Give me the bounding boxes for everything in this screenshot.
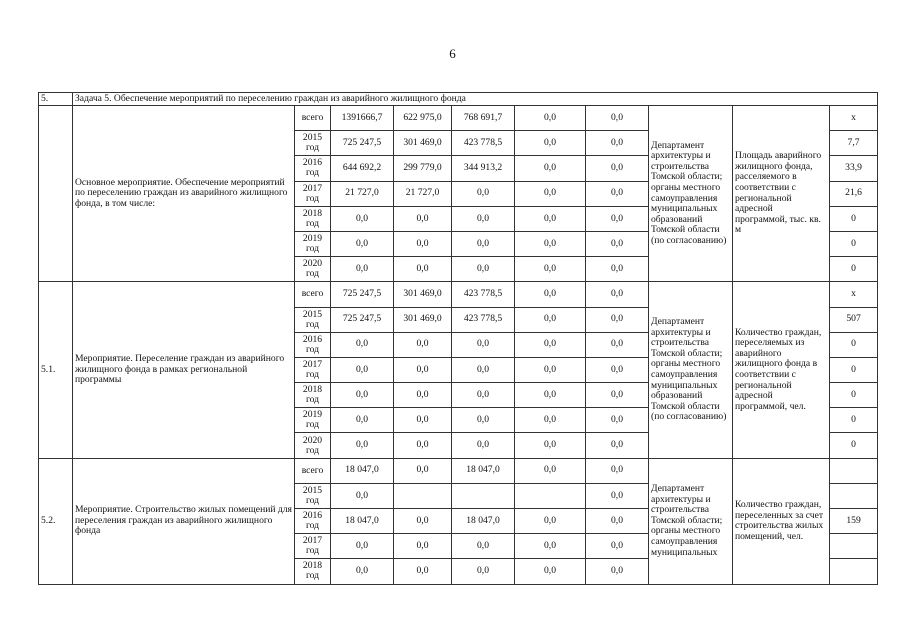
value-cell: 0,0 [515, 307, 586, 332]
value-cell: 0,0 [586, 257, 649, 282]
value-cell: 21 727,0 [394, 181, 452, 206]
value-cell: 18 047,0 [452, 458, 515, 483]
value-cell: 0,0 [394, 332, 452, 357]
responsible-department: Департамент архитектуры и строительства Томской области; органы местного самоуправления муниципальных образований Томской области (по согласованию) [649, 106, 733, 282]
value-cell: 0,0 [586, 559, 649, 584]
value-cell: 0,0 [394, 357, 452, 382]
value-cell [452, 483, 515, 508]
value-cell: 0,0 [452, 433, 515, 458]
table-row [39, 458, 878, 483]
indicator-value [830, 534, 878, 559]
year-cell: всего [295, 282, 331, 307]
value-cell: 725 247,5 [331, 131, 394, 156]
task-number: 5. [39, 93, 73, 106]
value-cell: 0,0 [331, 332, 394, 357]
value-cell: 0,0 [331, 433, 394, 458]
year-cell: 2019 год [295, 231, 331, 256]
value-cell: 0,0 [394, 231, 452, 256]
value-cell: 423 778,5 [452, 131, 515, 156]
value-cell: 0,0 [452, 206, 515, 231]
value-cell: 21 727,0 [331, 181, 394, 206]
indicator-value: 0 [830, 257, 878, 282]
indicator-value [830, 483, 878, 508]
indicator-value: 0 [830, 433, 878, 458]
value-cell: 0,0 [331, 559, 394, 584]
year-cell: 2016 год [295, 509, 331, 534]
value-cell: 0,0 [586, 156, 649, 181]
value-cell: 0,0 [515, 509, 586, 534]
value-cell: 0,0 [452, 357, 515, 382]
indicator-name: Площадь аварийного жилищного фонда, расселяемого в соответствии с региональной адресной программой, тыс. кв. м [733, 106, 830, 282]
value-cell: 0,0 [331, 357, 394, 382]
year-cell: 2015 год [295, 483, 331, 508]
value-cell: 0,0 [452, 383, 515, 408]
value-cell: 0,0 [394, 458, 452, 483]
value-cell: 0,0 [515, 433, 586, 458]
value-cell: 0,0 [452, 534, 515, 559]
value-cell [515, 483, 586, 508]
value-cell: 0,0 [586, 231, 649, 256]
indicator-value: 7,7 [830, 131, 878, 156]
indicator-value: 33,9 [830, 156, 878, 181]
activity-title: Мероприятие. Строительство жилых помещений для переселения граждан из аварийного жилищного фонда [73, 458, 295, 584]
year-cell: 2017 год [295, 181, 331, 206]
value-cell: 301 469,0 [394, 131, 452, 156]
value-cell: 644 692,2 [331, 156, 394, 181]
value-cell: 0,0 [515, 181, 586, 206]
value-cell: 0,0 [394, 257, 452, 282]
indicator-value: 0 [830, 332, 878, 357]
indicator-value [830, 458, 878, 483]
responsible-department: Департамент архитектуры и строительства Томской области; органы местного самоуправления муниципальных [649, 458, 733, 584]
value-cell: 0,0 [515, 559, 586, 584]
year-cell: 2017 год [295, 357, 331, 382]
value-cell: 0,0 [394, 408, 452, 433]
value-cell: 0,0 [394, 559, 452, 584]
value-cell: 1391666,7 [331, 106, 394, 131]
year-cell: 2020 год [295, 257, 331, 282]
value-cell: 0,0 [394, 509, 452, 534]
year-cell: 2017 год [295, 534, 331, 559]
value-cell: 423 778,5 [452, 307, 515, 332]
value-cell: 0,0 [586, 534, 649, 559]
value-cell: 0,0 [586, 131, 649, 156]
value-cell: 725 247,5 [331, 307, 394, 332]
value-cell: 0,0 [515, 357, 586, 382]
year-cell: 2015 год [295, 307, 331, 332]
page-number: 6 [449, 46, 456, 61]
value-cell: 0,0 [452, 559, 515, 584]
table-row [39, 282, 878, 307]
value-cell: 725 247,5 [331, 282, 394, 307]
task-row [39, 93, 878, 106]
year-cell: 2019 год [295, 408, 331, 433]
indicator-value: 21,6 [830, 181, 878, 206]
value-cell: 0,0 [452, 408, 515, 433]
year-cell: 2018 год [295, 206, 331, 231]
value-cell: 301 469,0 [394, 282, 452, 307]
year-cell: 2015 год [295, 131, 331, 156]
value-cell: 0,0 [394, 206, 452, 231]
year-cell: всего [295, 458, 331, 483]
value-cell: 0,0 [586, 483, 649, 508]
value-cell: 0,0 [515, 206, 586, 231]
indicator-value: 507 [830, 307, 878, 332]
responsible-department: Департамент архитектуры и строительства Томской области; органы местного самоуправления муниципальных образований Томской области (по согласованию) [649, 282, 733, 458]
year-cell: 2018 год [295, 559, 331, 584]
indicator-value: 159 [830, 509, 878, 534]
value-cell: 0,0 [452, 257, 515, 282]
value-cell: 299 779,0 [394, 156, 452, 181]
value-cell [394, 483, 452, 508]
value-cell: 0,0 [586, 181, 649, 206]
value-cell: 0,0 [452, 332, 515, 357]
row-number [39, 106, 73, 282]
value-cell: 0,0 [515, 231, 586, 256]
value-cell: 768 691,7 [452, 106, 515, 131]
value-cell: 0,0 [586, 282, 649, 307]
row-number: 5.1. [39, 282, 73, 458]
indicator-value [830, 559, 878, 584]
indicator-name: Количество граждан, переселенных за счет строительства жилых помещений, чел. [733, 458, 830, 584]
value-cell: 0,0 [452, 231, 515, 256]
value-cell: 0,0 [331, 534, 394, 559]
indicator-value: 0 [830, 383, 878, 408]
value-cell: 0,0 [586, 408, 649, 433]
indicator-value: 0 [830, 408, 878, 433]
year-cell: 2018 год [295, 383, 331, 408]
year-cell: всего [295, 106, 331, 131]
value-cell: 0,0 [331, 383, 394, 408]
value-cell: 0,0 [394, 383, 452, 408]
value-cell: 0,0 [515, 282, 586, 307]
indicator-name: Количество граждан, переселяемых из аварийного жилищного фонда в соответствии с региональной адресной программой, чел. [733, 282, 830, 458]
row-number: 5.2. [39, 458, 73, 584]
value-cell: 0,0 [331, 483, 394, 508]
task-title: Задача 5. Обеспечение мероприятий по переселению граждан из аварийного жилищного фонда [73, 93, 878, 106]
value-cell: 301 469,0 [394, 307, 452, 332]
value-cell: 0,0 [331, 408, 394, 433]
value-cell: 0,0 [586, 307, 649, 332]
activity-title: Мероприятие. Переселение граждан из аварийного жилищного фонда в рамках региональной программы [73, 282, 295, 458]
value-cell: 0,0 [586, 106, 649, 131]
year-cell: 2020 год [295, 433, 331, 458]
value-cell: 0,0 [515, 383, 586, 408]
value-cell: 18 047,0 [452, 509, 515, 534]
table-row [39, 106, 878, 131]
value-cell: 0,0 [586, 206, 649, 231]
value-cell: 0,0 [515, 156, 586, 181]
value-cell: 0,0 [515, 458, 586, 483]
year-cell: 2016 год [295, 332, 331, 357]
value-cell: 0,0 [452, 181, 515, 206]
value-cell: 423 778,5 [452, 282, 515, 307]
value-cell: 0,0 [331, 231, 394, 256]
value-cell: 0,0 [515, 257, 586, 282]
indicator-value: 0 [830, 231, 878, 256]
program-table [38, 92, 878, 585]
value-cell: 0,0 [515, 106, 586, 131]
value-cell: 0,0 [394, 534, 452, 559]
value-cell: 0,0 [515, 131, 586, 156]
value-cell: 0,0 [586, 357, 649, 382]
year-cell: 2016 год [295, 156, 331, 181]
value-cell: 0,0 [515, 332, 586, 357]
indicator-value: 0 [830, 357, 878, 382]
value-cell: 0,0 [331, 206, 394, 231]
value-cell: 0,0 [586, 383, 649, 408]
value-cell: 18 047,0 [331, 509, 394, 534]
value-cell: 0,0 [331, 257, 394, 282]
value-cell: 0,0 [515, 534, 586, 559]
value-cell: 344 913,2 [452, 156, 515, 181]
value-cell: 18 047,0 [331, 458, 394, 483]
activity-title: Основное мероприятие. Обеспечение мероприятий по переселению граждан из аварийного жилищного фонда, в том числе: [73, 106, 295, 282]
value-cell: 0,0 [586, 433, 649, 458]
value-cell: 0,0 [586, 509, 649, 534]
value-cell: 0,0 [586, 458, 649, 483]
value-cell: 622 975,0 [394, 106, 452, 131]
indicator-value: х [830, 282, 878, 307]
value-cell: 0,0 [586, 332, 649, 357]
indicator-value: 0 [830, 206, 878, 231]
indicator-value: х [830, 106, 878, 131]
value-cell: 0,0 [394, 433, 452, 458]
value-cell: 0,0 [515, 408, 586, 433]
